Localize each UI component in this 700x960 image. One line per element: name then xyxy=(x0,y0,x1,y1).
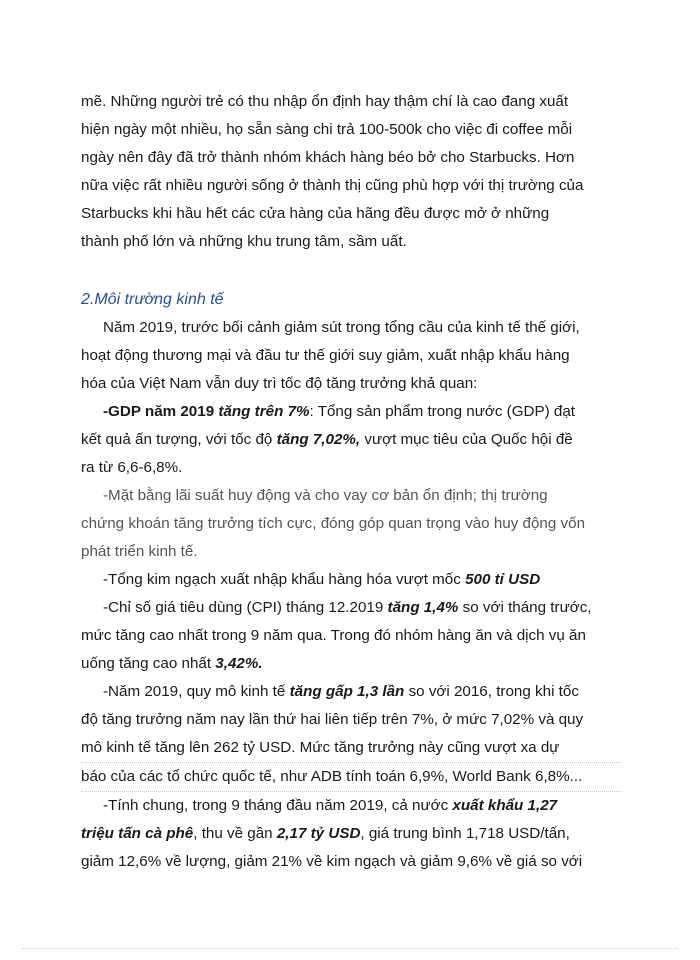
text-line xyxy=(81,594,621,622)
text-span: vượt mục tiêu của Quốc hội đề xyxy=(360,431,573,448)
gdp-bullet xyxy=(81,398,621,482)
text-line xyxy=(81,566,621,594)
text-line: Năm 2019, trước bối cảnh giảm sút trong tổng cầu của kinh tế thế giới, xyxy=(103,319,580,336)
text-line: mẽ. Những người trẻ có thu nhập ổn định hay thậm chí là cao đang xuất xyxy=(81,93,569,110)
text-line: thành phố lớn và những khu trung tâm, sầm uất. xyxy=(81,233,407,250)
text-line: chứng khoán tăng trưởng tích cực, đóng góp quan trọng vào huy động vốn xyxy=(81,515,586,532)
gdp-label: -GDP năm 2019 xyxy=(103,403,215,420)
text-span: , giá trung bình 1,718 USD/tấn, xyxy=(360,825,570,842)
cpi-highlight: tăng 1,4% xyxy=(387,599,459,616)
text-line: phát triển kinh tế. xyxy=(81,543,198,560)
text-line: hóa của Việt Nam vẫn duy trì tốc độ tăng trưởng khả quan: xyxy=(81,375,478,392)
document-page xyxy=(81,88,621,876)
gdp-highlight: tăng trên 7% xyxy=(214,403,310,420)
text-line: giảm 12,6% về lượng, giảm 21% về kim ngạch và giảm 9,6% về giá so với xyxy=(81,853,583,870)
text-span: -Chỉ số giá tiêu dùng (CPI) tháng 12.2019 xyxy=(103,599,388,616)
scale-highlight: tăng gấp 1,3 lần xyxy=(289,683,405,700)
text-span: so với tháng trước, xyxy=(458,599,592,616)
text-line: hiện ngày một nhiều, họ sẵn sàng chi trả 100-500k cho việc đi coffee mỗi xyxy=(81,121,573,138)
text-span: , thu về gần xyxy=(193,825,277,842)
gdp-growth-highlight: tăng 7,02%, xyxy=(276,431,361,448)
text-span: : Tổng sản phẩm trong nước (GDP) đạt xyxy=(309,403,576,420)
text-line: Starbucks khi hầu hết các cửa hàng của hãng đều được mở ở những xyxy=(81,205,550,222)
intro-paragraph xyxy=(81,88,621,256)
text-span: kết quả ấn tượng, với tốc độ xyxy=(81,431,277,448)
cpi-bullet xyxy=(81,594,621,678)
economy-intro-paragraph xyxy=(81,314,621,398)
coffee-volume-highlight-cont: triệu tấn cà phê xyxy=(81,825,194,842)
text-span: -Tính chung, trong 9 tháng đầu năm 2019, cả nước xyxy=(103,797,453,814)
coffee-volume-highlight: xuất khẩu 1,27 xyxy=(452,797,558,814)
text-line: hoạt động thương mại và đầu tư thế giới suy giảm, xuất nhập khẩu hàng xyxy=(81,347,570,364)
trade-highlight: 500 tỉ USD xyxy=(465,571,541,588)
text-line: -Mặt bằng lãi suất huy động và cho vay cơ bản ổn định; thị trường xyxy=(103,487,548,504)
text-line: báo của các tổ chức quốc tế, như ADB tính toán 6,9%, World Bank 6,8%... xyxy=(81,763,621,792)
section-heading: 2.Môi trường kinh tế xyxy=(81,291,224,308)
economy-scale-bullet xyxy=(81,678,621,792)
food-cpi-highlight: 3,42%. xyxy=(215,655,263,672)
trade-bullet xyxy=(81,566,621,594)
text-span: uống tăng cao nhất xyxy=(81,655,216,672)
coffee-value-highlight: 2,17 tỷ USD xyxy=(276,825,361,842)
text-line: ngày nên đây đã trở thành nhóm khách hàng béo bở cho Starbucks. Hơn xyxy=(81,149,575,166)
text-line: mức tăng cao nhất trong 9 năm qua. Trong đó nhóm hàng ăn và dịch vụ ăn xyxy=(81,627,586,644)
text-line xyxy=(81,792,621,820)
interest-rate-bullet xyxy=(81,482,621,566)
text-line: nữa việc rất nhiều người sống ở thành thị cũng phù hợp với thị trường của xyxy=(81,177,584,194)
page-footer-divider xyxy=(22,948,678,949)
text-line: mô kinh tế tăng lên 262 tỷ USD. Mức tăng trưởng này cũng vượt xa dự xyxy=(81,734,621,763)
text-line xyxy=(81,820,621,848)
text-line xyxy=(81,426,621,454)
text-line xyxy=(81,398,621,426)
coffee-export-bullet xyxy=(81,792,621,876)
text-line xyxy=(81,650,621,678)
text-line: độ tăng trưởng năm nay lần thứ hai liên tiếp trên 7%, ở mức 7,02% và quy xyxy=(81,711,584,728)
text-span: -Tổng kim ngạch xuất nhập khẩu hàng hóa vượt mốc xyxy=(103,571,466,588)
text-line: ra từ 6,6-6,8%. xyxy=(81,459,183,476)
text-span: -Năm 2019, quy mô kinh tế xyxy=(103,683,290,700)
text-span: so với 2016, trong khi tốc xyxy=(404,683,579,700)
text-line xyxy=(81,678,621,706)
